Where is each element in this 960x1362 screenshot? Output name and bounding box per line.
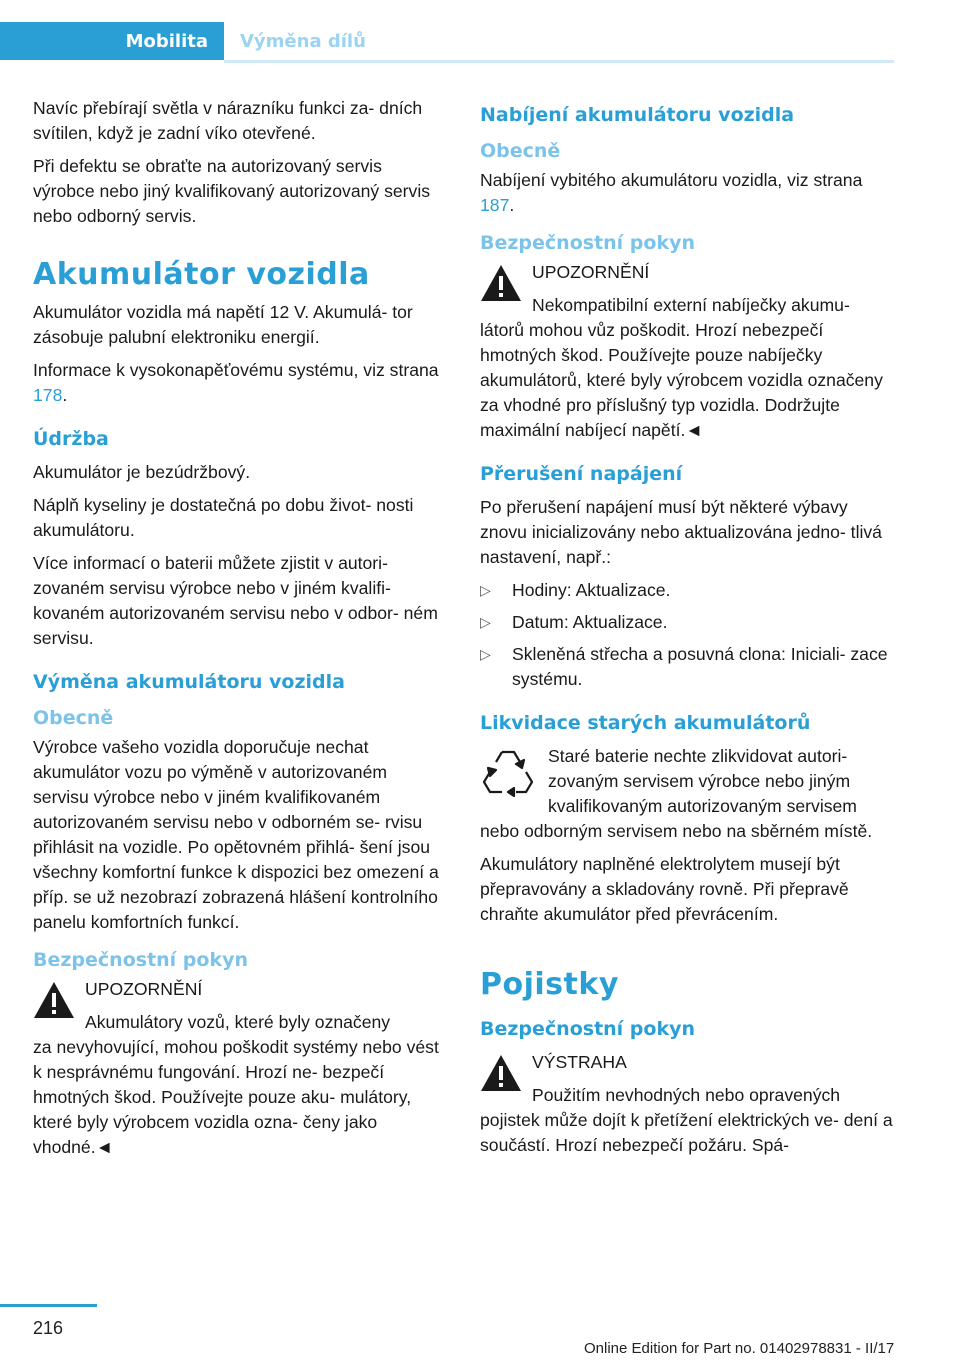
list-item-text: Skleněná střecha a posuvná clona: Iniciali‐ zace systému. — [512, 644, 888, 689]
disposal-paragraph-2: Akumulátory naplněné elektrolytem musejí být přepravovány a skladovány rovně. Při přepravě chraňte akumulátor před převrácením. — [480, 854, 849, 924]
warning-triangle-icon — [480, 1054, 522, 1092]
warning-triangle-icon — [33, 981, 75, 1019]
charging-ref-text: Nabíjení vybitého akumulátoru vozidla, viz strana — [480, 170, 863, 190]
left-column — [33, 96, 447, 1168]
maintenance-paragraph-1: Akumulátor je bezúdržbový. — [33, 462, 251, 482]
left-warning-text-2: za nevyhovující, mohou poškodit systémy nebo vést k nesprávnému fungování. Hrozí ne‐ bezpečí hmotných škod. Používejte pouze aku‐ mulátory, které byly výrobcem vozidla ozna‐ čeny jako vhodné.◄ — [33, 1037, 439, 1157]
right-warning-text-1: Nekompatibilní externí nabíječky akumu‐ — [532, 295, 850, 315]
charging-general-heading: Obecně — [480, 140, 561, 162]
bullet-triangle-icon: ▷ — [480, 582, 491, 598]
bullet-triangle-icon: ▷ — [480, 646, 491, 662]
left-warning-block — [33, 977, 447, 1160]
fuses-caution-text-1: Použitím nevhodných nebo opravených — [532, 1085, 841, 1105]
replace-general-heading: Obecně — [33, 707, 114, 729]
left-safety-heading: Bezpečnostní pokyn — [33, 949, 249, 971]
disposal-paragraph-1: Staré baterie nechte zlikvidovat autori‐ zovaným servisem výrobce nebo jiným kvalifikovaným autorizovaným servisem — [548, 746, 857, 816]
maintenance-paragraph-3: Více informací o baterii můžete zjistit v autori‐ zovaném servisu výrobce nebo v jiném kvalifi‐ kovaném autorizovaném servisu nebo v odbor‐ ném servisu. — [33, 553, 438, 648]
left-warning-text-1: Akumulátory vozů, které byly označeny — [85, 1012, 391, 1032]
disposal-block — [480, 744, 894, 819]
charging-general-paragraph — [480, 168, 894, 218]
fuses-caution-text-2: pojistek může dojít k přetížení elektrických ve‐ dení a součástí. Hrozí nebezpečí požáru. Spá‐ — [480, 1110, 893, 1155]
footer-accent-line — [0, 1304, 97, 1307]
list-item — [480, 610, 894, 635]
fuses-heading: Pojistky — [480, 967, 619, 1002]
outage-heading: Přerušení napájení — [480, 463, 683, 485]
charging-heading: Nabíjení akumulátoru vozidla — [480, 104, 795, 126]
maintenance-heading: Údržba — [33, 428, 109, 450]
fuses-safety-heading: Bezpečnostní pokyn — [480, 1018, 696, 1040]
header-section-tab — [0, 22, 224, 60]
maintenance-paragraph-2: Náplň kyseliny je dostatečná po dobu život‐ nosti akumulátoru. — [33, 495, 414, 540]
battery-paragraph-1: Akumulátor vozidla má napětí 12 V. Akumulá‐ tor zásobuje palubní elektroniku energií. — [33, 302, 413, 347]
battery-ref-text: Informace k vysokonapěťovému systému, viz strana — [33, 360, 439, 380]
disposal-heading: Likvidace starých akumulátorů — [480, 712, 811, 734]
battery-paragraph-2 — [33, 358, 447, 408]
warning-triangle-icon — [480, 264, 522, 302]
right-warning-text-2: látorů mohou vůz poškodit. Hrozí nebezpečí hmotných škod. Používejte pouze nabíječky akumulátorů, které byly výrobcem vozidla označeny za vhodné pro příslušný typ vozidla. Dodržujte maximální nabíjecí napětí.◄ — [480, 320, 883, 440]
list-item-text: Datum: Aktualizace. — [512, 612, 668, 632]
battery-ref-end: . — [62, 385, 68, 405]
recycle-icon — [480, 746, 536, 798]
outage-list — [480, 578, 894, 692]
right-safety-heading: Bezpečnostní pokyn — [480, 232, 696, 254]
page-number: 216 — [33, 1318, 64, 1338]
replace-heading: Výměna akumulátoru vozidla — [33, 671, 345, 693]
list-item — [480, 578, 894, 603]
page-link-178[interactable]: 178 — [33, 385, 63, 405]
list-item-text: Hodiny: Aktualizace. — [512, 580, 671, 600]
header-subsection: Výměna dílů — [240, 30, 366, 52]
bullet-triangle-icon: ▷ — [480, 614, 491, 630]
disposal-paragraph-1-cont: nebo odborným servisem nebo na sběrném místě. — [480, 821, 873, 841]
page-link-187[interactable]: 187 — [480, 195, 510, 215]
intro-paragraph-2: Při defektu se obraťte na autorizovaný servis výrobce nebo jiný kvalifikovaný autorizovaný servis nebo odborný servis. — [33, 156, 431, 226]
right-warning-label: UPOZORNĚNÍ — [532, 262, 650, 282]
header-subsection-tab — [224, 22, 894, 63]
outage-paragraph: Po přerušení napájení musí být některé výbavy znovu inicializovány nebo aktualizována jedno‐ tlivá nastavení, např.: — [480, 497, 882, 567]
right-column — [480, 96, 894, 1166]
battery-heading: Akumulátor vozidla — [33, 257, 370, 292]
edition-note: Online Edition for Part no. 01402978831 - II/17 — [584, 1340, 895, 1357]
list-item — [480, 642, 894, 692]
intro-paragraph-1: Navíc přebírají světla v nárazníku funkci za‐ dních svítilen, když je zadní víko otevřené. — [33, 98, 423, 143]
fuses-caution-label: VÝSTRAHA — [532, 1052, 627, 1072]
fuses-warning-block — [480, 1050, 894, 1158]
replace-general-paragraph: Výrobce vašeho vozidla doporučuje nechat akumulátor vozu po výměně v autorizovaném servisu výrobce nebo v jiném kvalifikovaném autorizovaném servisu nebo v odborném se‐ rvisu přihlásit na vozidle. Po opětovném přihlá‐ šení jsou všechny komfortní funkce k dispozici bez omezení a příp. se už nezobrazí zobrazená hlášení kontrolního panelu komfortních funkcí. — [33, 737, 439, 932]
charging-ref-end: . — [509, 195, 515, 215]
right-warning-block — [480, 260, 894, 443]
header-section: Mobilita — [125, 30, 208, 52]
left-warning-label: UPOZORNĚNÍ — [85, 979, 203, 999]
